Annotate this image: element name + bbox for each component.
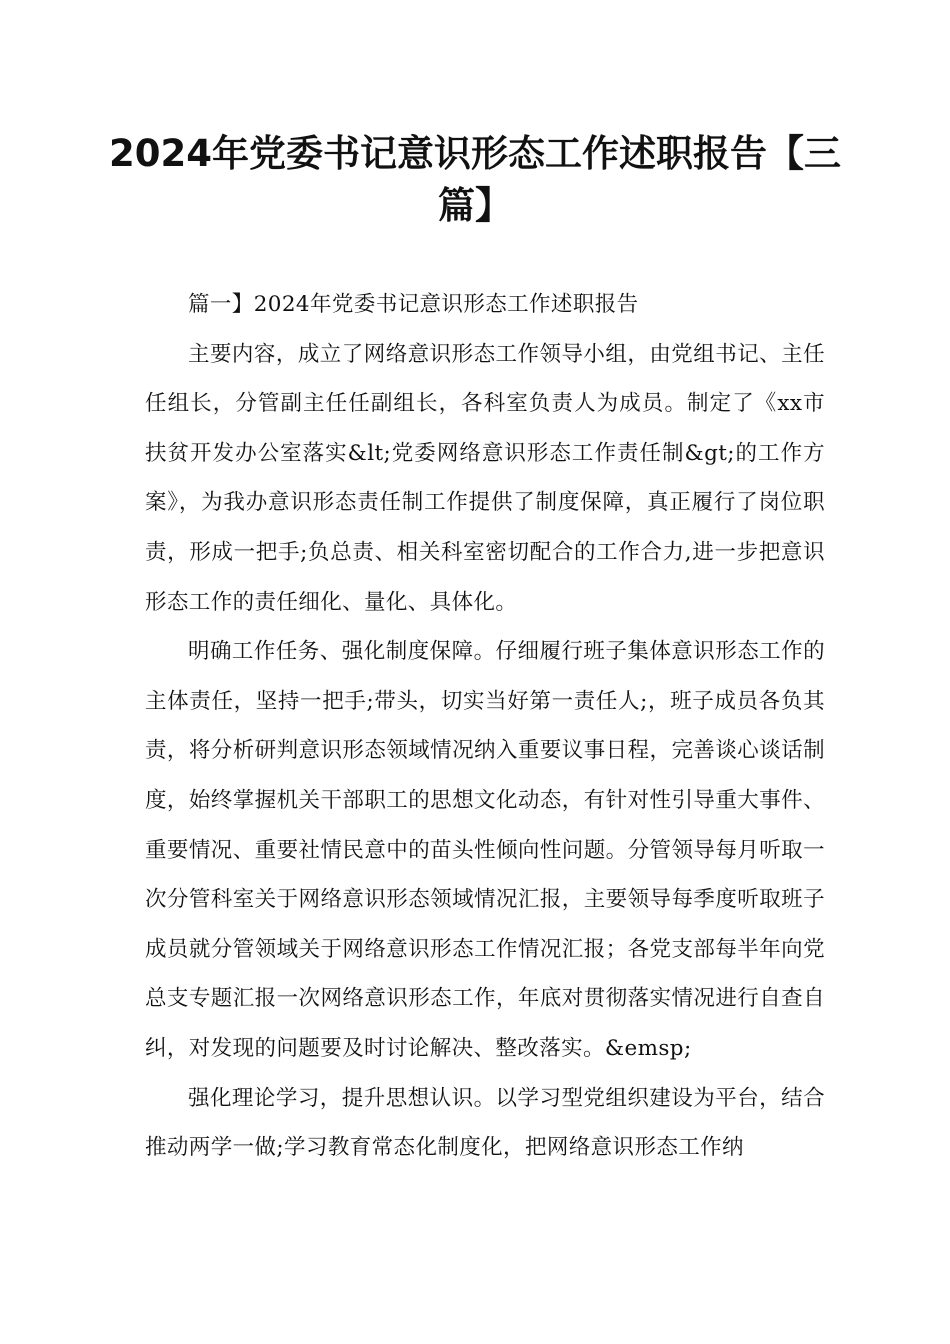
- paragraph: 强化理论学习，提升思想认识。以学习型党组织建设为平台，结合推动两学一做;学习教育常态化制度化，把网络意识形态工作纳: [145, 1085, 825, 1161]
- section-heading: 篇一】2024年党委书记意识形态工作述职报告: [188, 292, 639, 317]
- document-body: [145, 280, 825, 1173]
- paragraph: 主要内容，成立了网络意识形态工作领导小组，由党组书记、主任任组长，分管副主任任副组长，各科室负责人为成员。制定了《xx市扶贫开发办公室落实&lt;党委网络意识形态工作责任制&gt;的工作方案》，为我办意识形态责任制工作提供了制度保障，真正履行了岗位职责，形成一把手;负总责、相关科室密切配合的工作合力,进一步把意识形态工作的责任细化、量化、具体化。: [145, 341, 825, 615]
- paragraph: 明确工作任务、强化制度保障。仔细履行班子集体意识形态工作的主体责任，坚持一把手;带头，切实当好第一责任人;，班子成员各负其责，将分析研判意识形态领域情况纳入重要议事日程，完善谈心谈话制度，始终掌握机关干部职工的思想文化动态，有针对性引导重大事件、重要情况、重要社情民意中的苗头性倾向性问题。分管领导每月听取一次分管科室关于网络意识形态领域情况汇报，主要领导每季度听取班子成员就分管领域关于网络意识形态工作情况汇报；各党支部每半年向党总支专题汇报一次网络意识形态工作，年底对贯彻落实情况进行自查自纠，对发现的问题要及时讨论解决、整改落实。&emsp;: [145, 639, 825, 1061]
- document-title: 2024年党委书记意识形态工作述职报告【三篇】: [109, 132, 841, 227]
